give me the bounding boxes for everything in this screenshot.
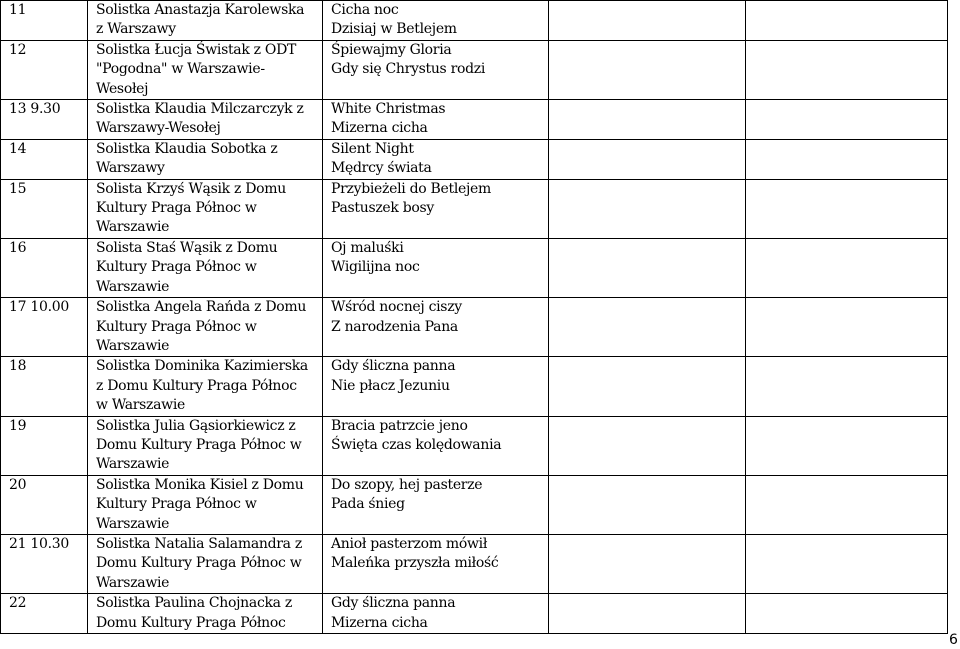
songs-cell: Anioł pasterzom mówił Maleńka przyszła miłość: [323, 534, 549, 593]
table-row: [1, 179, 948, 238]
performer-cell: Solistka Klaudia Milczarczyk z Warszawy-Wesołej: [88, 100, 323, 140]
row-number-cell: 15: [1, 179, 88, 238]
empty-cell: [549, 40, 746, 99]
table-row: [1, 238, 948, 297]
empty-cell: [549, 238, 746, 297]
row-number-cell: 16: [1, 238, 88, 297]
songs-cell: Wśród nocnej ciszy Z narodzenia Pana: [323, 298, 549, 357]
program-table-body: [1, 1, 948, 634]
table-row: [1, 298, 948, 357]
table-row: [1, 475, 948, 534]
table-row: [1, 534, 948, 593]
table-row: [1, 594, 948, 634]
empty-cell: [549, 179, 746, 238]
empty-cell: [746, 40, 948, 99]
performer-cell: Solistka Łucja Świstak z ODT "Pogodna" w Warszawie- Wesołej: [88, 40, 323, 99]
performer-cell: Solistka Monika Kisiel z Domu Kultury Praga Północ w Warszawie: [88, 475, 323, 534]
row-number-cell: 19: [1, 416, 88, 475]
songs-cell: Gdy śliczna panna Nie płacz Jezuniu: [323, 357, 549, 416]
performer-cell: Solista Krzyś Wąsik z Domu Kultury Praga Północ w Warszawie: [88, 179, 323, 238]
empty-cell: [746, 139, 948, 179]
empty-cell: [549, 100, 746, 140]
performer-cell: Solistka Paulina Chojnacka z Domu Kultury Praga Północ: [88, 594, 323, 634]
row-number-cell: 14: [1, 139, 88, 179]
empty-cell: [746, 238, 948, 297]
table-row: [1, 416, 948, 475]
table-row: [1, 40, 948, 99]
songs-cell: Oj maluśki Wigilijna noc: [323, 238, 549, 297]
songs-cell: White Christmas Mizerna cicha: [323, 100, 549, 140]
songs-cell: Silent Night Mędrcy świata: [323, 139, 549, 179]
empty-cell: [549, 139, 746, 179]
row-number-cell: 21 10.30: [1, 534, 88, 593]
empty-cell: [746, 416, 948, 475]
empty-cell: [549, 357, 746, 416]
empty-cell: [746, 534, 948, 593]
empty-cell: [746, 475, 948, 534]
row-number-cell: 13 9.30: [1, 100, 88, 140]
performer-cell: Solista Staś Wąsik z Domu Kultury Praga Północ w Warszawie: [88, 238, 323, 297]
empty-cell: [549, 475, 746, 534]
songs-cell: Do szopy, hej pasterze Pada śnieg: [323, 475, 549, 534]
table-row: [1, 357, 948, 416]
performer-cell: Solistka Natalia Salamandra z Domu Kultury Praga Północ w Warszawie: [88, 534, 323, 593]
performer-cell: Solistka Dominika Kazimierska z Domu Kultury Praga Północ w Warszawie: [88, 357, 323, 416]
row-number-cell: 22: [1, 594, 88, 634]
row-number-cell: 17 10.00: [1, 298, 88, 357]
empty-cell: [746, 357, 948, 416]
performer-cell: Solistka Angela Rańda z Domu Kultury Praga Północ w Warszawie: [88, 298, 323, 357]
table-row: [1, 1, 948, 41]
row-number-cell: 12: [1, 40, 88, 99]
performer-cell: Solistka Anastazja Karolewska z Warszawy: [88, 1, 323, 41]
empty-cell: [746, 298, 948, 357]
table-row: [1, 100, 948, 140]
empty-cell: [549, 534, 746, 593]
songs-cell: Gdy śliczna panna Mizerna cicha: [323, 594, 549, 634]
songs-cell: Przybieżeli do Betlejem Pastuszek bosy: [323, 179, 549, 238]
empty-cell: [549, 1, 746, 41]
row-number-cell: 20: [1, 475, 88, 534]
page-number: 6: [949, 632, 958, 648]
performer-cell: Solistka Klaudia Sobotka z Warszawy: [88, 139, 323, 179]
empty-cell: [746, 100, 948, 140]
empty-cell: [549, 416, 746, 475]
songs-cell: Bracia patrzcie jeno Święta czas kolędowania: [323, 416, 549, 475]
empty-cell: [549, 298, 746, 357]
table-row: [1, 139, 948, 179]
songs-cell: Cicha noc Dzisiaj w Betlejem: [323, 1, 549, 41]
empty-cell: [746, 594, 948, 634]
songs-cell: Śpiewajmy Gloria Gdy się Chrystus rodzi: [323, 40, 549, 99]
row-number-cell: 11: [1, 1, 88, 41]
empty-cell: [549, 594, 746, 634]
row-number-cell: 18: [1, 357, 88, 416]
performer-cell: Solistka Julia Gąsiorkiewicz z Domu Kultury Praga Północ w Warszawie: [88, 416, 323, 475]
empty-cell: [746, 179, 948, 238]
empty-cell: [746, 1, 948, 41]
